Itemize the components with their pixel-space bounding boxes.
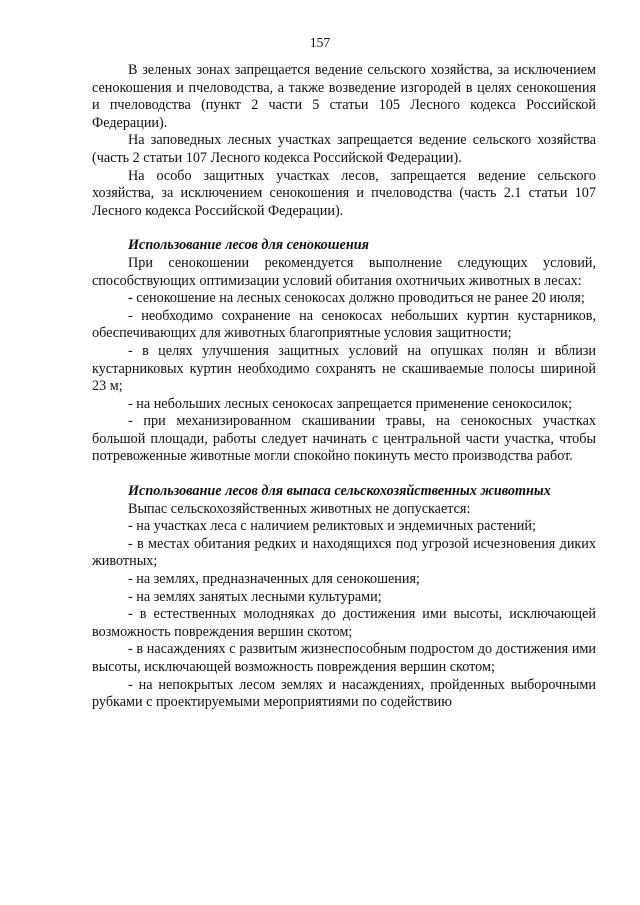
section-intro-grazing: Выпас сельскохозяйственных животных не допускается: [128, 500, 471, 517]
document-body [92, 62, 596, 712]
list-item: - в местах обитания редких и находящихся под угрозой исчезновения диких животных; [92, 535, 596, 570]
list-item: - на землях, предназначенных для сенокошения; [128, 571, 420, 588]
section-heading-haymaking: Использование лесов для сенокошения [128, 237, 369, 254]
list-item: - на небольших лесных сенокосах запрещается применение сенокосилок; [128, 395, 573, 412]
list-item: - в целях улучшения защитных условий на опушках полян и вблизи кустарниковых куртин необходимо сохранять не скашиваемые полосы шириной 23 м; [92, 342, 596, 395]
list-item: - при механизированном скашивании травы, на сенокосных участках большой площади, работы следует начинать с центральной части участка, чтобы потревоженные животные могли спокойно покинуть место производства работ. [92, 413, 596, 465]
paragraph-protected-areas: На особо защитных участках лесов, запрещается ведение сельского хозяйства, за исключением сенокошения и пчеловодства (часть 2.1 статьи 107 Лесного кодекса Российской Федерации). [92, 167, 596, 219]
list-item: - в естественных молодняках до достижения ими высоты, исключающей возможность повреждения вершин скотом; [92, 606, 596, 640]
paragraph-green-zones: В зеленых зонах запрещается ведение сельского хозяйства, за исключением сенокошения и пчеловодства, а также возведение изгородей в целях сенокошения и пчеловодства (пункт 2 части 5 статьи 105 Лесного кодекса Российской Федерации). [92, 62, 596, 131]
section-heading-grazing: Использование лесов для выпаса сельскохозяйственных животных [128, 483, 551, 500]
list-item: - на землях занятых лесными культурами; [128, 588, 382, 605]
list-item: - в насаждениях с развитым жизнеспособным подростом до достижения ими высоты, исключающей возможность повреждения вершин скотом; [92, 641, 596, 675]
page-number: 157 [309, 35, 331, 50]
list-item: - на непокрытых лесом землях и насаждениях, пройденных выборочными рубками с проектируемыми мероприятиями по содействию [92, 676, 596, 711]
list-item: - необходимо сохранение на сенокосах небольших куртин кустарников, обеспечивающих для животных благоприятные условия защитности; [92, 307, 596, 342]
list-item: - на участках леса с наличием реликтовых и эндемичных растений; [128, 518, 536, 535]
list-item: - сенокошение на лесных сенокосах должно проводиться не ранее 20 июля; [128, 290, 585, 307]
section-intro-haymaking: При сенокошении рекомендуется выполнение следующих условий, способствующих оптимизации условий обитания охотничьих животных в лесах: [92, 254, 596, 289]
paragraph-reserved-areas: На заповедных лесных участках запрещается ведение сельского хозяйства (часть 2 статьи 107 Лесного кодекса Российской Федерации). [92, 132, 596, 166]
